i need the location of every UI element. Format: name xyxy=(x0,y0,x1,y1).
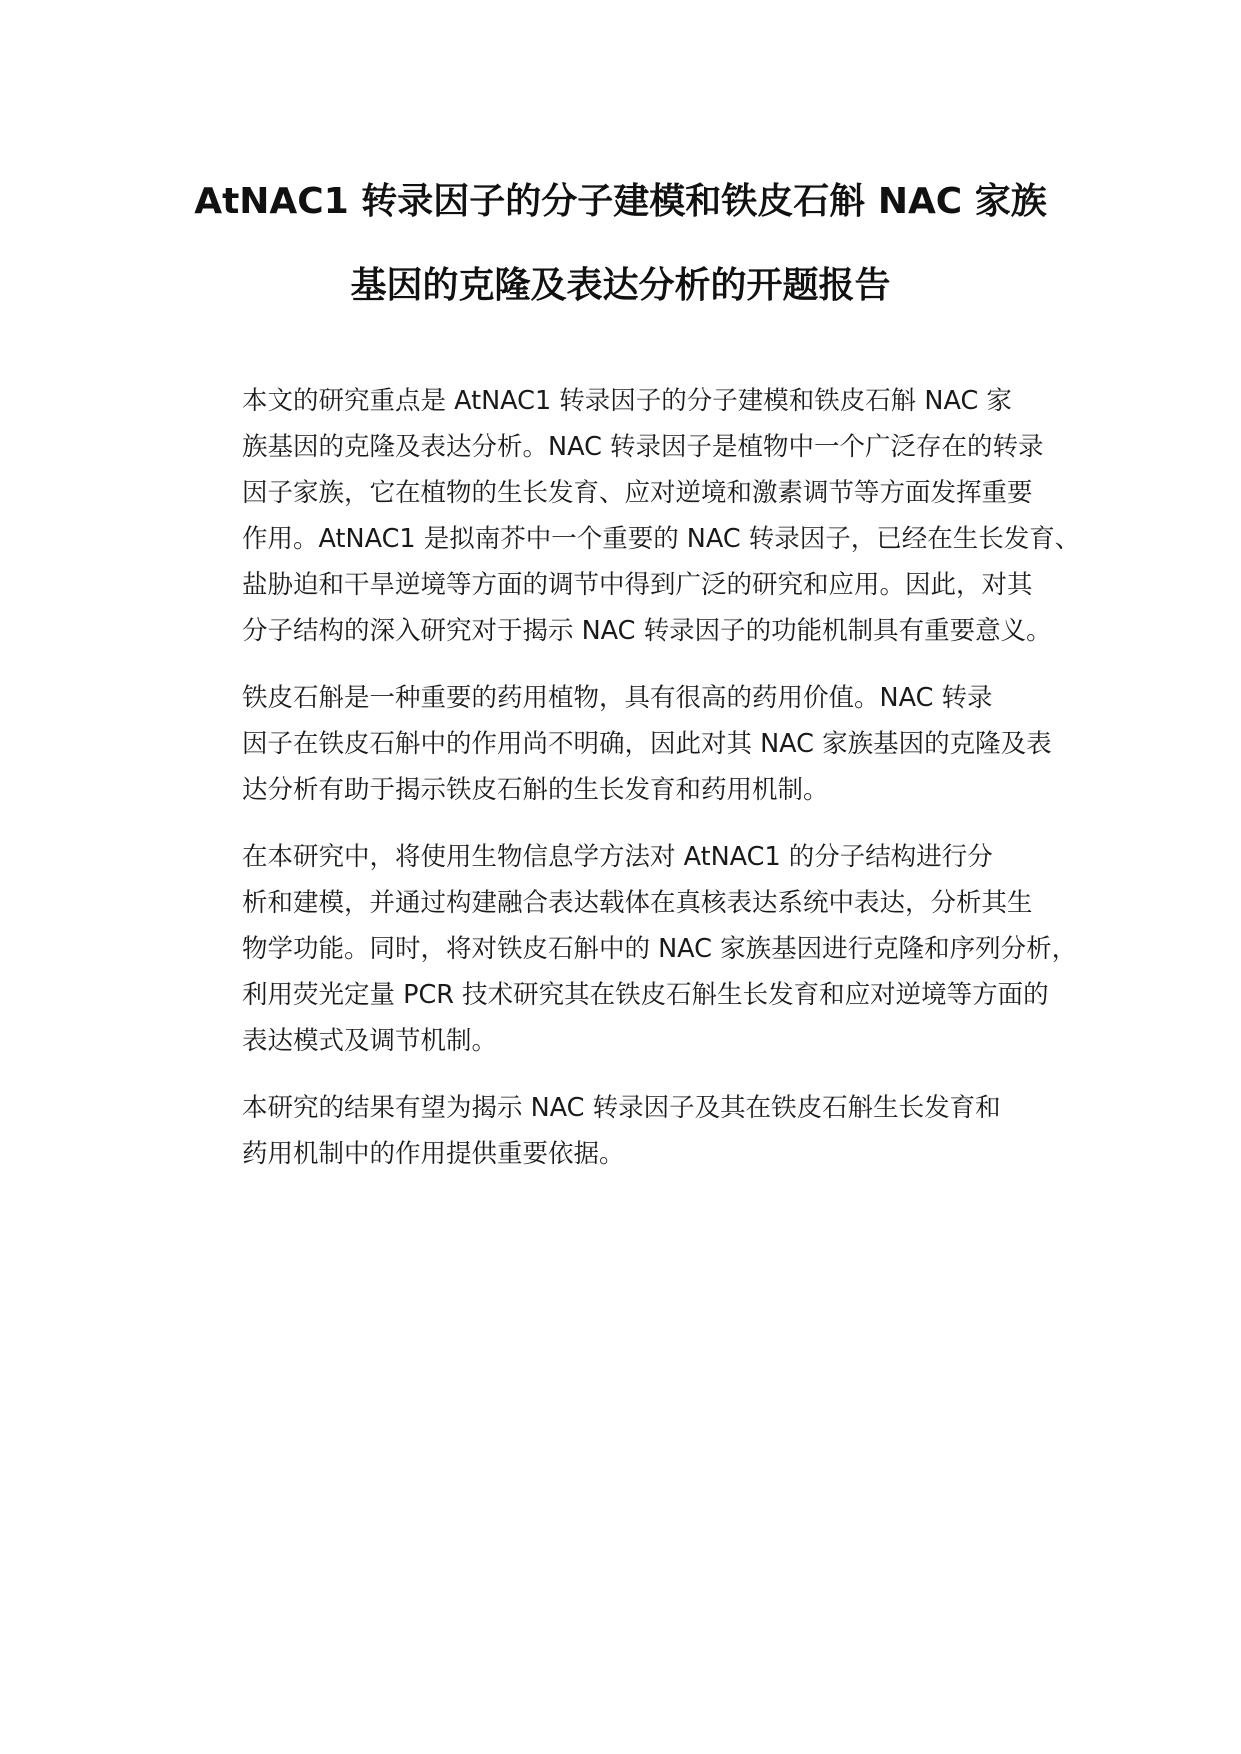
paragraph-line: 物学功能。同时，将对铁皮石斛中的 NAC 家族基因进行克隆和序列分析， xyxy=(242,934,1078,964)
paragraph-line: 作用。AtNAC1 是拟南芥中一个重要的 NAC 转录因子，已经在生长发育、 xyxy=(242,524,1081,554)
paragraph-line: 在本研究中，将使用生物信息学方法对 AtNAC1 的分子结构进行分 xyxy=(242,842,993,872)
paragraph-line: 因子家族，它在植物的生长发育、应对逆境和激素调节等方面发挥重要 xyxy=(242,478,1033,508)
document-title-line-1: AtNAC1 转录因子的分子建模和铁皮石斛 NAC 家族 xyxy=(194,181,1047,222)
paragraph-line: 析和建模，并通过构建融合表达载体在真核表达系统中表达，分析其生 xyxy=(242,888,1033,918)
paragraph-line: 族基因的克隆及表达分析。NAC 转录因子是植物中一个广泛存在的转录 xyxy=(242,432,1044,462)
paragraph-line: 表达模式及调节机制。 xyxy=(242,1026,498,1056)
paragraph-line: 利用荧光定量 PCR 技术研究其在铁皮石斛生长发育和应对逆境等方面的 xyxy=(242,980,1049,1010)
paragraph-line: 因子在铁皮石斛中的作用尚不明确，因此对其 NAC 家族基因的克隆及表 xyxy=(242,729,1052,759)
paragraph-line: 本研究的结果有望为揭示 NAC 转录因子及其在铁皮石斛生长发育和 xyxy=(242,1093,1001,1123)
document-title-line-2: 基因的克隆及表达分析的开题报告 xyxy=(350,265,891,306)
document-body xyxy=(188,378,1081,1198)
paragraph-line: 达分析有助于揭示铁皮石斛的生长发育和药用机制。 xyxy=(242,775,829,805)
paragraph-methods xyxy=(188,834,1078,1064)
paragraph-line: 分子结构的深入研究对于揭示 NAC 转录因子的功能机制具有重要意义。 xyxy=(242,616,1052,646)
paragraph-line: 本文的研究重点是 AtNAC1 转录因子的分子建模和铁皮石斛 NAC 家 xyxy=(242,386,1012,416)
paragraph-dendrobium xyxy=(188,675,1068,813)
paragraph-line: 铁皮石斛是一种重要的药用植物，具有很高的药用价值。NAC 转录 xyxy=(242,683,993,713)
paragraph-research-focus xyxy=(188,378,1081,654)
paragraph-line: 盐胁迫和干旱逆境等方面的调节中得到广泛的研究和应用。因此，对其 xyxy=(242,570,1033,600)
paragraph-expected-results xyxy=(188,1085,1068,1177)
paragraph-line: 药用机制中的作用提供重要依据。 xyxy=(242,1139,625,1169)
